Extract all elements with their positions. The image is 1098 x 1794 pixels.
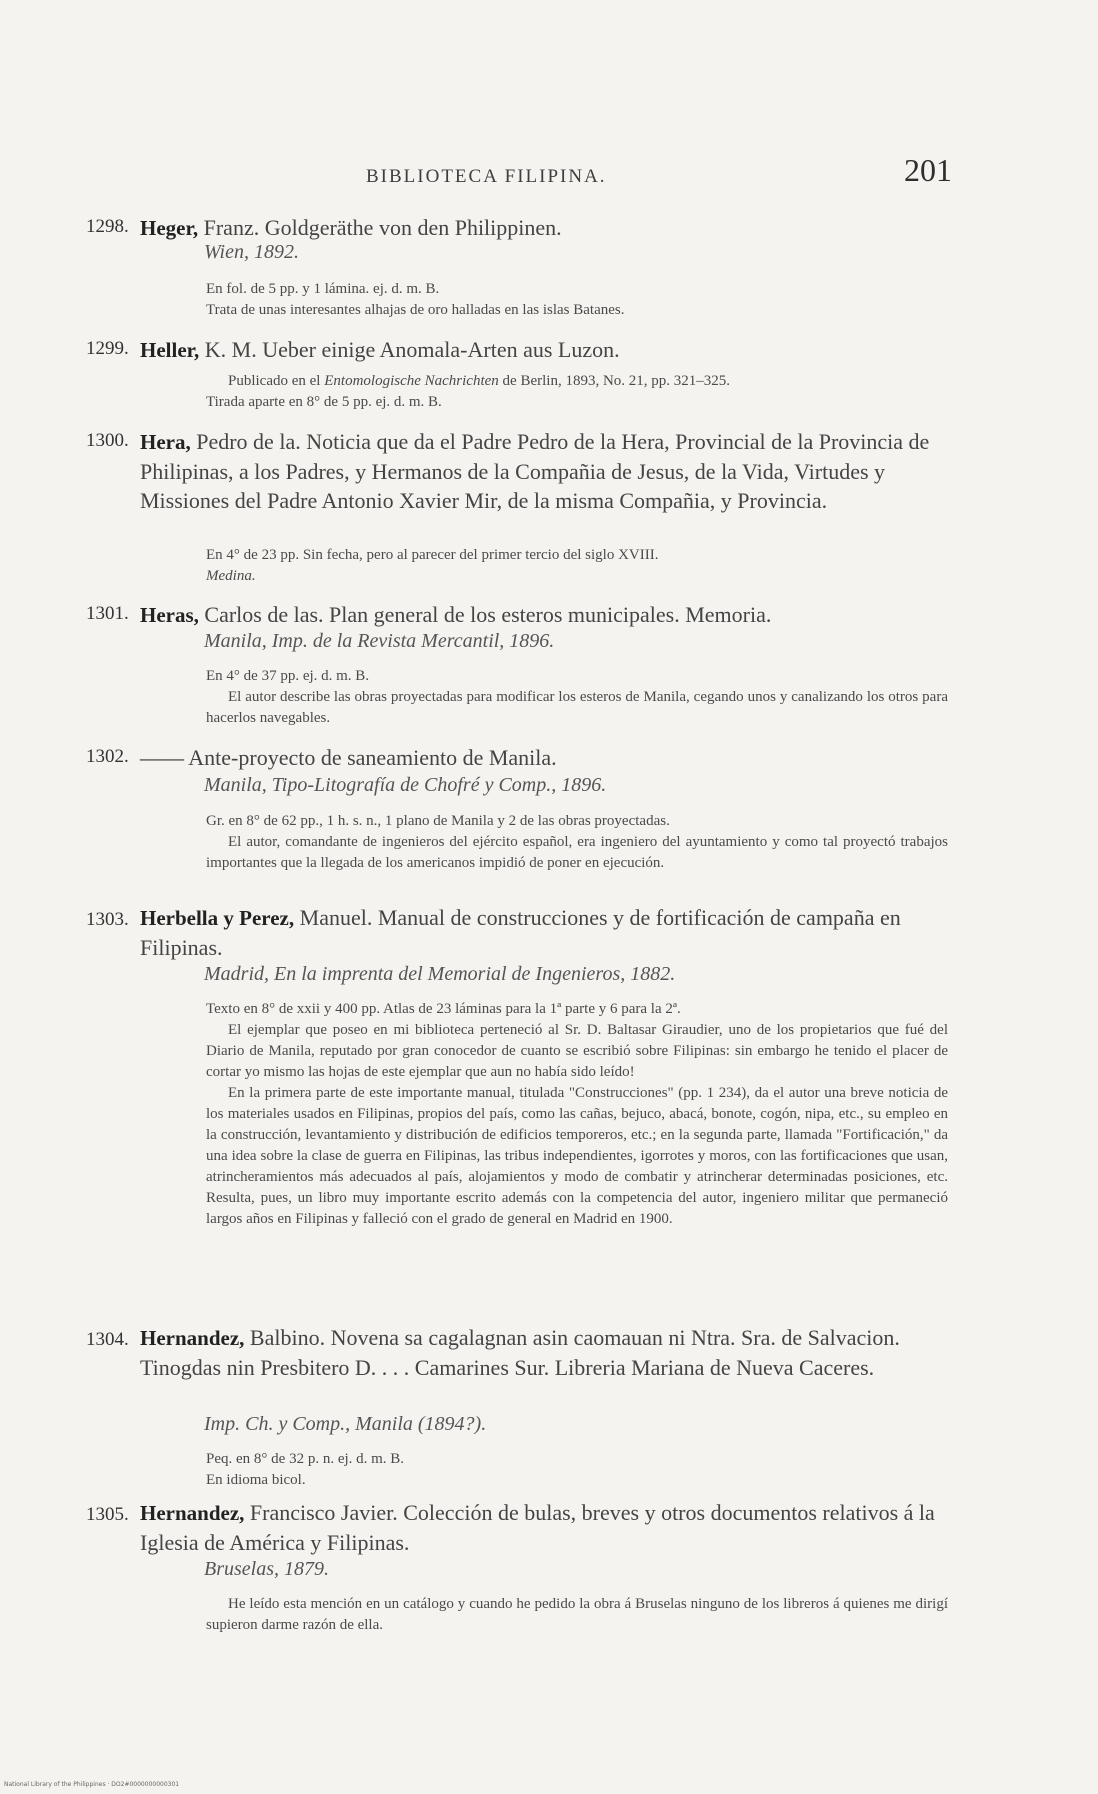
scan-footer: National Library of the Philippines · DO2#0000000000301 <box>4 1781 180 1788</box>
note-line: El autor describe las obras proyectadas para modificar los esteros de Manila, cegando unos y canalizando los otros para hacerlos navegables. <box>206 689 948 726</box>
entry-title: Franz. Goldgeräthe von den Philippinen. <box>198 215 562 240</box>
entry-title: Manuel. Manual de construcciones y de fortificación de campaña en Filipinas. <box>140 905 901 960</box>
note-line: En la primera parte de este importante manual, titulada "Construcciones" (pp. 1 234), da el autor una breve noticia de los materiales usados en Filipinas, propios del país, como las cañas, bejuco, abacá, bonote, cogón, nipa, etc., su empleo en la construcción, levantamiento y distribución de edificios temporeros, etc.; en la segunda parte, llamada "Fortificación," da una idea sobre la clase de guerra en Filipinas, las tribus independientes, igorrotes y moros, con las fortificaciones que usan, atrincheramientos más adecuados al país, alojamientos y modo de combatir y atrincherar determinadas posiciones, etc. Resulta, pues, un libro muy importante escrito además con la competencia del autor, ingeniero militar que permaneció largos años en Filipinas y falleció con el grado de general en Madrid en 1900. <box>206 1085 948 1227</box>
entry-title: Francisco Javier. Colección de bulas, breves y otros documentos relativos á la Iglesia de América y Filipinas. <box>140 1500 935 1555</box>
entry-notes <box>206 545 948 587</box>
entry-number: 1300. <box>86 430 129 451</box>
entry-notes <box>206 1449 948 1491</box>
entry-author: Hera, <box>140 430 191 454</box>
entry-imprint: Manila, Imp. de la Revista Mercantil, 1896. <box>204 630 555 652</box>
entry-heading <box>140 335 952 365</box>
entry-heading <box>140 903 952 962</box>
entry-author: Heller, <box>140 338 200 362</box>
page-header <box>132 150 952 200</box>
entry-notes <box>206 1594 948 1636</box>
entry-author: Hernandez, <box>140 1501 245 1525</box>
entry-number: 1305. <box>86 1504 129 1525</box>
entry-imprint: Wien, 1892. <box>204 241 299 263</box>
entry-imprint: Madrid, En la imprenta del Memorial de Ingenieros, 1882. <box>204 963 676 985</box>
entry-notes <box>206 371 948 413</box>
note-line: En 4° de 23 pp. Sin fecha, pero al parecer del primer tercio del siglo XVIII. <box>206 547 659 563</box>
entry-heading <box>140 1323 952 1382</box>
entry-title: Balbino. Novena sa cagalagnan asin caomauan ni Ntra. Sra. de Salvacion. Tinogdas nin Presbitero D. . . . Camarines Sur. Libreria Mariana de Nueva Caceres. <box>140 1325 900 1380</box>
entry-author: Herbella y Perez, <box>140 906 295 930</box>
note-line: En idioma bicol. <box>206 1472 306 1488</box>
entry-number: 1298. <box>86 216 129 237</box>
entry-author: Heras, <box>140 603 199 627</box>
note-line: Gr. en 8° de 62 pp., 1 h. s. n., 1 plano de Manila y 2 de las obras proyectadas. <box>206 813 670 829</box>
entry-number: 1299. <box>86 338 129 359</box>
entry-number: 1302. <box>86 746 129 767</box>
note-line: He leído esta mención en un catálogo y cuando he pedido la obra á Bruselas ninguno de los libreros á quienes me dirigí supieron darme razón de ella. <box>206 1596 948 1633</box>
note-line: En 4° de 37 pp. ej. d. m. B. <box>206 668 370 684</box>
entry-number: 1304. <box>86 1329 129 1350</box>
entry-heading <box>140 427 952 515</box>
entry-number: 1303. <box>86 909 129 930</box>
page-number: 201 <box>904 152 952 188</box>
note-line: En fol. de 5 pp. y 1 lámina. ej. d. m. B. <box>206 281 440 297</box>
entry-heading <box>140 600 952 630</box>
entry-heading <box>140 1498 952 1557</box>
entry-author: Hernandez, <box>140 1326 245 1350</box>
entry-heading <box>140 213 952 243</box>
note-line: Publicado en el Entomologische Nachrichten de Berlin, 1893, No. 21, pp. 321–325. <box>228 373 731 389</box>
note-line: El autor, comandante de ingenieros del ejército español, era ingeniero del ayuntamiento y como tal proyectó trabajos importantes que la llegada de los americanos impidió de poner en ejecución. <box>206 834 948 871</box>
entry-title: K. M. Ueber einige Anomala-Arten aus Luzon. <box>199 337 620 362</box>
entry-title: Ante-proyecto de saneamiento de Manila. <box>184 745 557 770</box>
entry-notes <box>206 811 948 874</box>
note-line: Texto en 8° de xxii y 400 pp. Atlas de 23 láminas para la 1ª parte y 6 para la 2ª. <box>206 1001 681 1017</box>
running-title: BIBLIOTECA FILIPINA. <box>366 166 607 187</box>
entry-imprint: Bruselas, 1879. <box>204 1558 329 1580</box>
entry-imprint: Imp. Ch. y Comp., Manila (1894?). <box>204 1413 487 1435</box>
note-line: El ejemplar que poseo en mi biblioteca perteneció al Sr. D. Baltasar Giraudier, uno de los propietarios que fué del Diario de Manila, reputado por gran conocedor de cuanto se escribió sobre Filipinas: sin embargo he tenido el placer de cortar yo mismo las hojas de este ejemplar que aun no había sido leído! <box>206 1022 948 1080</box>
entry-notes <box>206 999 948 1230</box>
entry-notes <box>206 279 948 321</box>
entry-heading <box>140 743 952 772</box>
note-line: Medina. <box>206 568 256 584</box>
entry-number: 1301. <box>86 603 129 624</box>
note-line: Trata de unas interesantes alhajas de oro halladas en las islas Batanes. <box>206 302 625 318</box>
entry-title: Pedro de la. Noticia que da el Padre Pedro de la Hera, Provincial de la Provincia de Philipinas, a los Padres, y Hermanos de la Compañia de Jesus, de la Vida, Virtudes y Missiones del Padre Antonio Xavier Mir, de la misma Compañia, y Provincia. <box>140 429 930 513</box>
ditto-dash: —— <box>140 745 184 770</box>
entry-imprint: Manila, Tipo-Litografía de Chofré y Comp., 1896. <box>204 774 607 796</box>
note-line: Tirada aparte en 8° de 5 pp. ej. d. m. B. <box>206 394 442 410</box>
entry-notes <box>206 666 948 729</box>
entry-author: Heger, <box>140 216 199 240</box>
note-line: Peq. en 8° de 32 p. n. ej. d. m. B. <box>206 1451 405 1467</box>
entry-title: Carlos de las. Plan general de los esteros municipales. Memoria. <box>198 602 772 627</box>
